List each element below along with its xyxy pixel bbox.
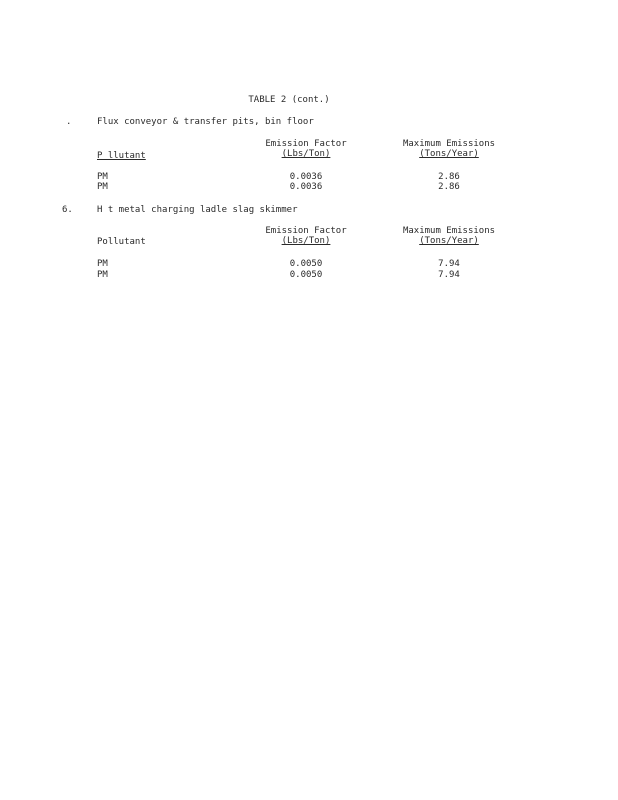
pollutant-header: P llutant — [97, 151, 146, 161]
row-max: 7.94 — [438, 270, 460, 280]
section-number: . — [66, 117, 72, 127]
row-factor: 0.0036 — [289, 172, 323, 182]
row-pollutant: PM — [97, 172, 108, 182]
max-emissions-header: Maximum Emissions — [402, 139, 496, 149]
row-factor: 0.0050 — [289, 259, 323, 269]
row-max: 7.94 — [438, 259, 460, 269]
row-pollutant: PM — [97, 270, 108, 280]
table-title: TABLE 2 (cont.) — [248, 95, 330, 105]
max-emissions-unit: (Tons/Year) — [419, 149, 479, 159]
row-factor: 0.0036 — [289, 182, 323, 192]
row-pollutant: PM — [97, 259, 108, 269]
row-max: 2.86 — [438, 182, 460, 192]
pollutant-header: Pollutant — [97, 237, 146, 247]
max-emissions-header: Maximum Emissions — [402, 226, 496, 236]
max-emissions-unit: (Tons/Year) — [419, 236, 479, 246]
emission-factor-header: Emission Factor — [265, 226, 347, 236]
emission-factor-unit: (Lbs/Ton) — [281, 149, 331, 159]
section-heading: Flux conveyor & transfer pits, bin floor — [97, 117, 314, 127]
emission-factor-unit: (Lbs/Ton) — [281, 236, 331, 246]
row-factor: 0.0050 — [289, 270, 323, 280]
row-pollutant: PM — [97, 182, 108, 192]
section-number: 6. — [62, 205, 73, 215]
section-heading: H t metal charging ladle slag skimmer — [97, 205, 298, 215]
row-max: 2.86 — [438, 172, 460, 182]
emission-factor-header: Emission Factor — [265, 139, 347, 149]
